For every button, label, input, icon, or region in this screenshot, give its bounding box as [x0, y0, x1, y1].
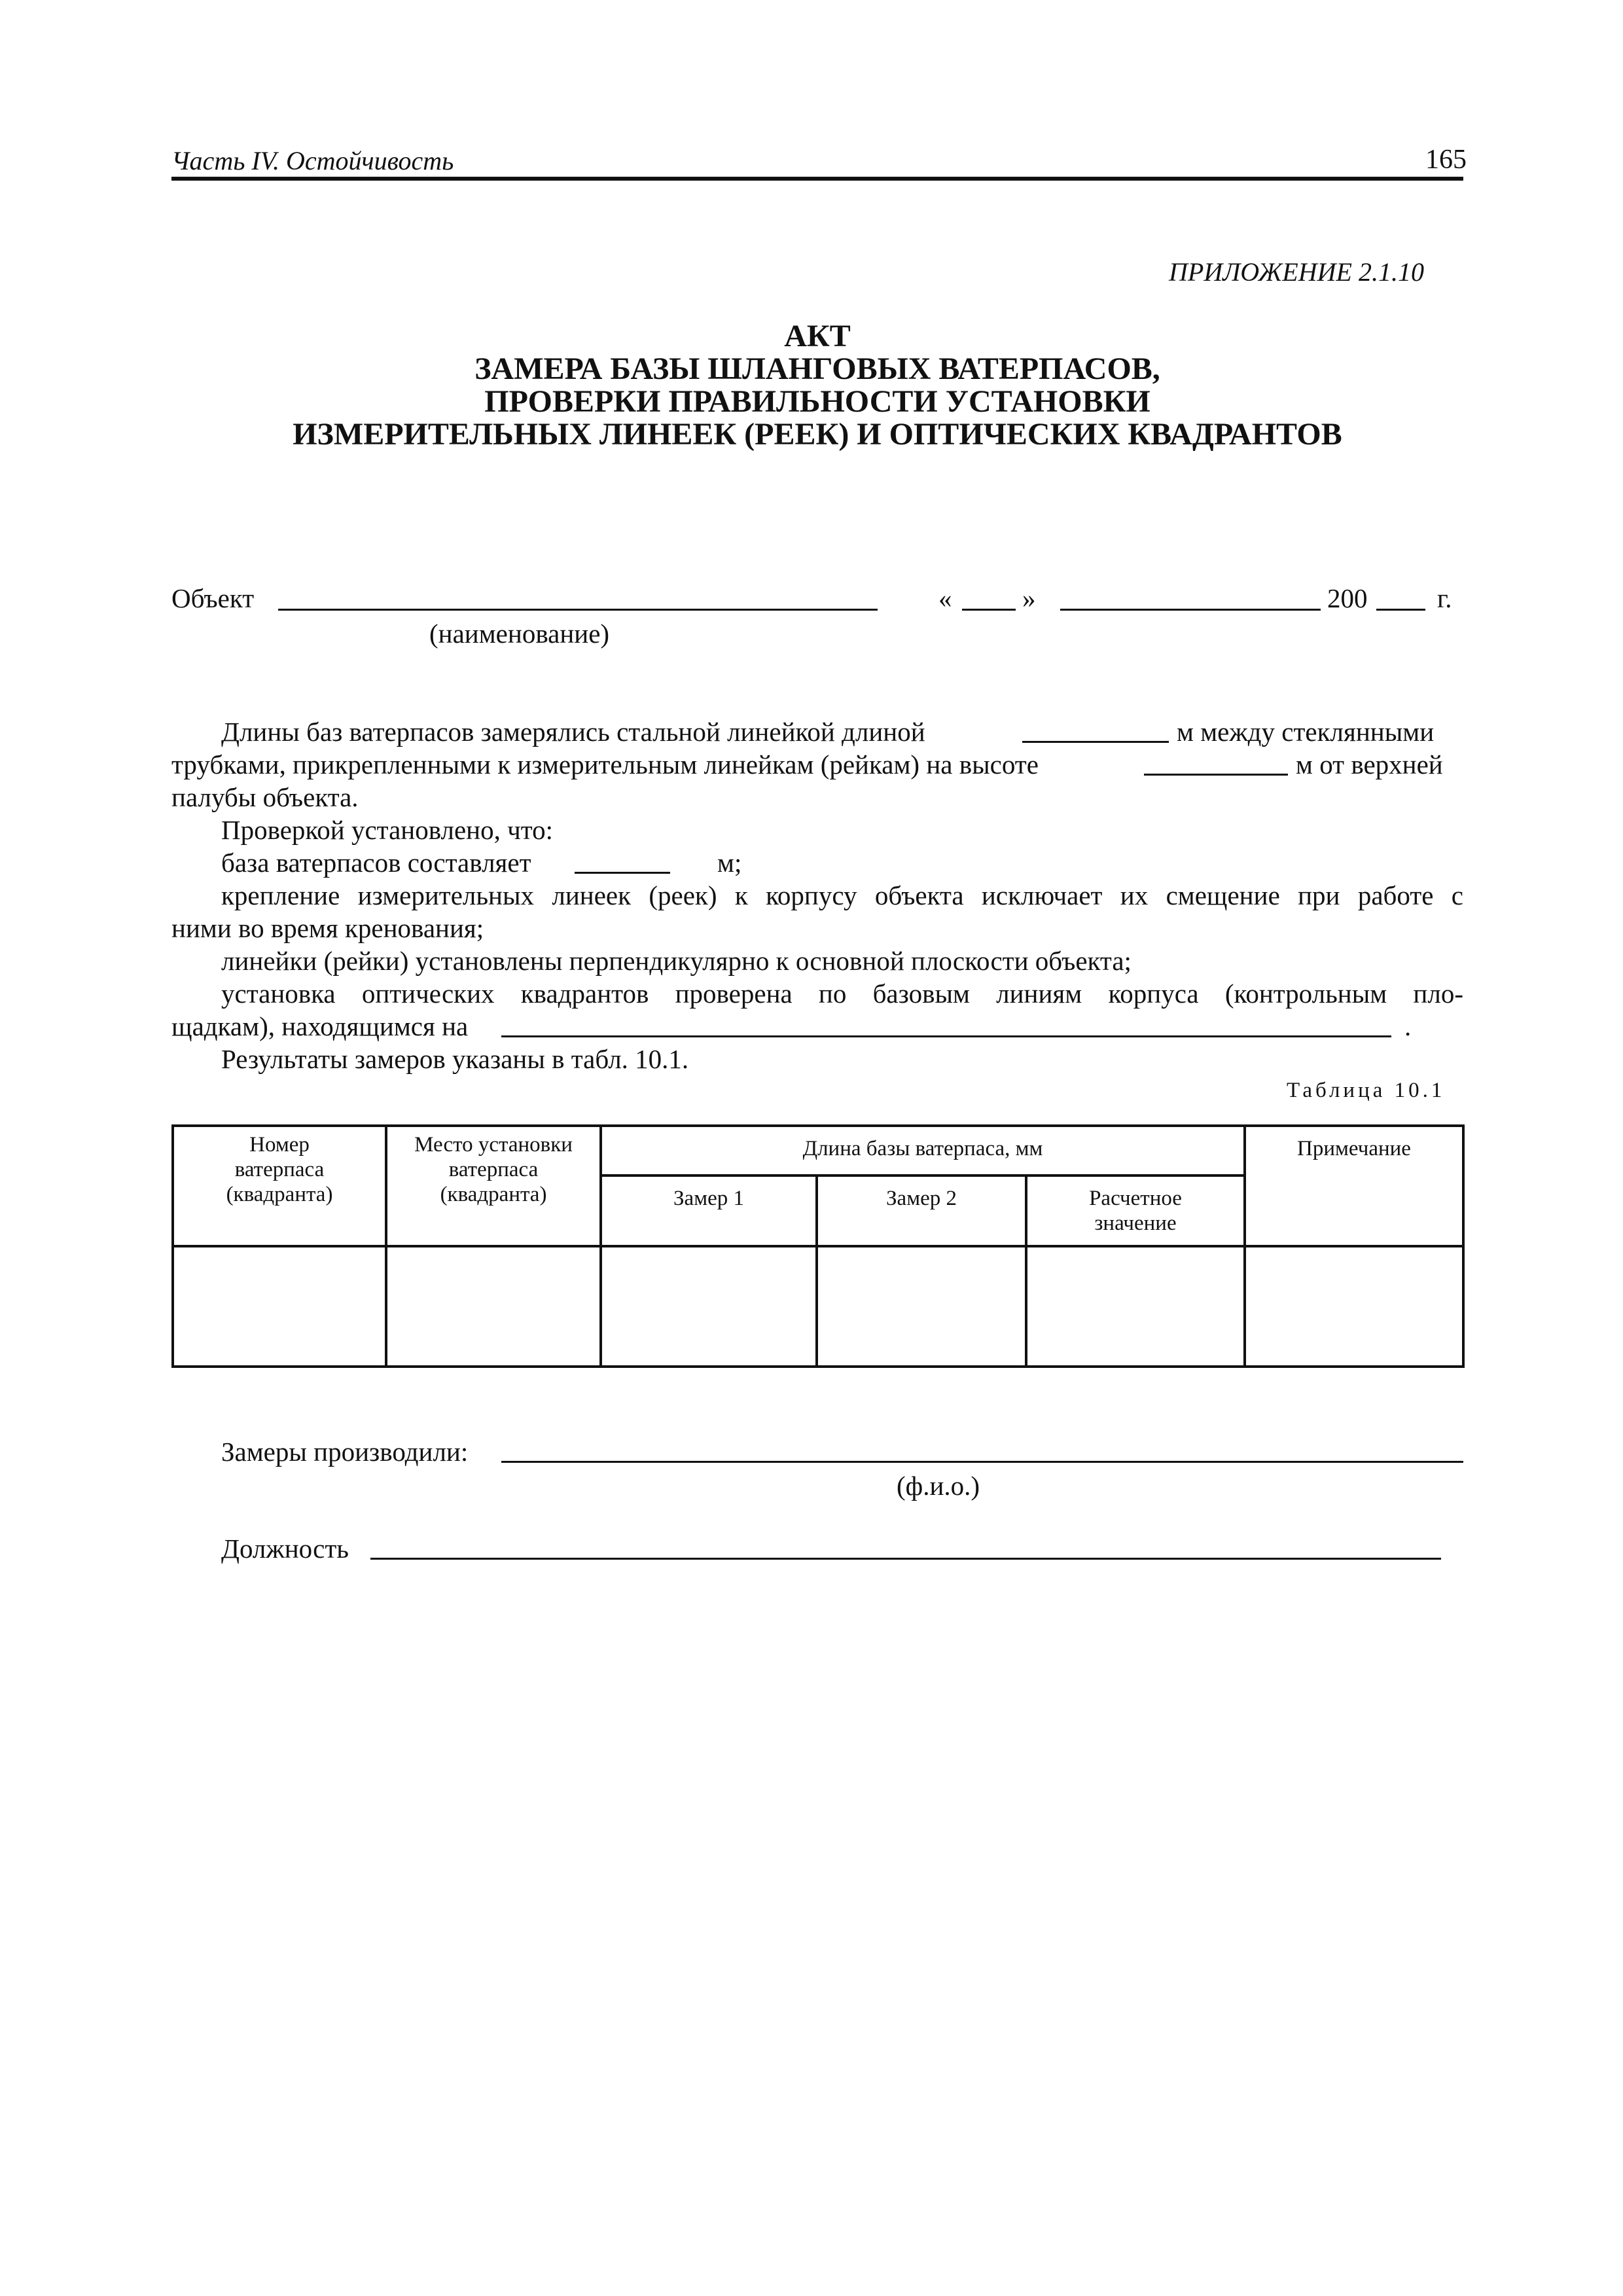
col-header-calculated	[1027, 1186, 1243, 1236]
p6-text-end: .	[1404, 1011, 1412, 1041]
table-caption: Таблица 10.1	[1287, 1079, 1446, 1102]
col-header-length-group: Длина базы ватерпаса, мм	[802, 1137, 1043, 1160]
p1-text-b: м между стеклянными	[1177, 717, 1435, 747]
object-name-field[interactable]	[278, 609, 878, 611]
running-header-section: Часть IV. Остойчивость	[171, 146, 454, 175]
table-top-border	[171, 1124, 1465, 1127]
date-year-field[interactable]	[1376, 609, 1425, 611]
p1-text-c: трубками, прикрепленными к измерительным линейкам (рейкам) на высоте	[171, 749, 1039, 780]
page-number: 165	[1425, 145, 1467, 175]
measured-by-label: Замеры производили:	[221, 1437, 469, 1467]
tube-height-field[interactable]	[1144, 774, 1288, 776]
table-cell-number[interactable]	[174, 1247, 385, 1365]
table-cell-measure-2[interactable]	[818, 1247, 1025, 1365]
p6-text-b: щадкам), находящимся на	[171, 1011, 469, 1041]
title-line-2: ЗАМЕРА БАЗЫ ШЛАНГОВЫХ ВАТЕРПАСОВ,	[474, 351, 1160, 386]
table-group-divider	[601, 1174, 1245, 1177]
p3-text-b: м;	[717, 848, 742, 878]
base-length-field[interactable]	[575, 872, 670, 874]
table-cell-place[interactable]	[387, 1247, 599, 1365]
col-header-measure-2: Замер 2	[886, 1187, 957, 1210]
object-label: Объект	[171, 583, 255, 613]
col-header-measure-1: Замер 1	[673, 1187, 744, 1210]
control-platform-field[interactable]	[501, 1035, 1391, 1037]
col-place-line-1: Место установки	[414, 1133, 573, 1157]
header-rule	[171, 177, 1463, 181]
col-header-note: Примечание	[1297, 1137, 1411, 1160]
table-cell-calculated[interactable]	[1027, 1247, 1243, 1365]
col-place-line-3: (квадранта)	[440, 1183, 547, 1206]
table-cell-measure-1[interactable]	[602, 1247, 815, 1365]
p4-text-a: крепление измерительных линеек (реек) к корпусу объекта исключает их смещение при работе с	[221, 880, 1463, 910]
date-month-field[interactable]	[1060, 609, 1321, 611]
col-calc-line-2: значение	[1094, 1211, 1177, 1235]
col-header-number	[174, 1132, 385, 1207]
p1-text-d: м от верхней	[1296, 749, 1443, 780]
ruler-length-field[interactable]	[1022, 741, 1169, 743]
title-line-4: ИЗМЕРИТЕЛЬНЫХ ЛИНЕЕК (РЕЕК) И ОПТИЧЕСКИХ КВАДРАНТОВ	[293, 417, 1342, 452]
table-cell-note[interactable]	[1246, 1247, 1462, 1365]
title-line-1: АКТ	[784, 319, 851, 353]
col-number-line-2: ватерпаса	[234, 1158, 325, 1181]
date-quote-open: «	[938, 583, 952, 613]
date-quote-close: »	[1022, 583, 1036, 613]
p1-text-a: Длины баз ватерпасов замерялись стальной линейкой длиной	[221, 717, 925, 747]
table-col-line-6	[1462, 1124, 1465, 1368]
p5-text: линейки (рейки) установлены перпендикулярно к основной плоскости объекта;	[221, 946, 1132, 976]
col-header-place	[387, 1132, 599, 1207]
date-year-suffix: г.	[1437, 583, 1452, 613]
p3-text-a: база ватерпасов составляет	[221, 848, 531, 878]
col-place-line-2: ватерпаса	[448, 1158, 539, 1181]
col-calc-line-1: Расчетное	[1089, 1187, 1182, 1210]
position-label: Должность	[221, 1534, 349, 1564]
p1-text-e: палубы объекта.	[171, 782, 359, 812]
p2-text: Проверкой установлено, что:	[221, 815, 554, 845]
object-name-caption: (наименование)	[429, 619, 610, 649]
date-day-field[interactable]	[962, 609, 1016, 611]
title-line-3: ПРОВЕРКИ ПРАВИЛЬНОСТИ УСТАНОВКИ	[484, 384, 1150, 419]
fio-caption: (ф.и.о.)	[897, 1471, 980, 1501]
p6-text-a: установка оптических квадрантов проверена по базовым линиям корпуса (контрольным пло-	[221, 978, 1463, 1009]
col-number-line-1: Номер	[249, 1133, 310, 1157]
p7-text: Результаты замеров указаны в табл. 10.1.	[221, 1044, 689, 1074]
appendix-label: ПРИЛОЖЕНИЕ 2.1.10	[1169, 257, 1424, 287]
table-bottom-border	[171, 1365, 1465, 1368]
measured-by-field[interactable]	[501, 1461, 1463, 1463]
col-number-line-3: (квадранта)	[226, 1183, 333, 1206]
date-year-prefix: 200	[1327, 583, 1368, 613]
p4-text-b: ними во время кренования;	[171, 913, 484, 943]
position-field[interactable]	[370, 1558, 1441, 1560]
